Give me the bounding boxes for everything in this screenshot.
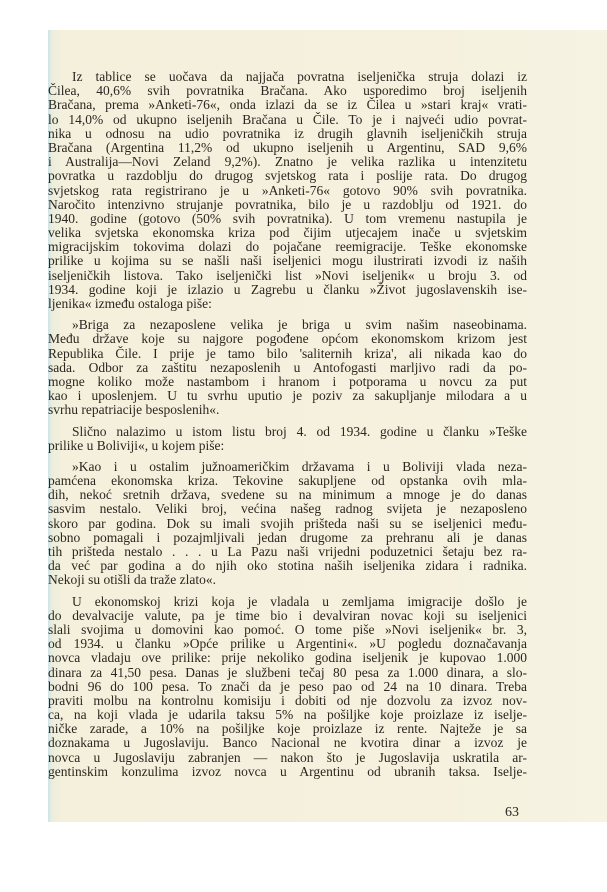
text-line: nika u odnosu na udio povratnika iz drugih glavnih iseljeničkih struja	[48, 125, 527, 141]
text-line: 1940. godine (gotovo (50% svih povratnika). U tom vremenu nastupila je	[48, 210, 527, 226]
text-line: sada. Odbor za zaštitu nezaposlenih u Antofogasti marljivo radi da po-	[48, 359, 527, 375]
text-line: Bračana, prema »Anketi-76«, onda izlazi da se iz Čilea u »stari kraj« vrati-	[48, 97, 527, 113]
text-line: mogne koliko može nastambom i hranom i potporama u novcu za put	[48, 373, 527, 389]
text-line: svjetskog rata registrirano je u »Anketi-76« gotovo 90% svih povratnika.	[48, 182, 527, 198]
text-line: 1934. godine koji je izlazio u Zagrebu u članku »Život jugoslavenskih ise-	[48, 281, 527, 297]
text-line: dih, nekoć sretnih država, svedene su na minimum a mnoge je do danas	[48, 487, 527, 503]
text-line: svrhu repatriacije besposlenih«.	[48, 402, 220, 418]
paragraph	[48, 460, 527, 588]
text-line: Nekoji su otišli da traže zlato«.	[48, 572, 216, 588]
text-line: slali svojima u domovini kao pomoć. O tome piše »Novi iseljenik« br. 3,	[48, 621, 527, 637]
text-line: povratka u razdoblju do drugog svjetskog rata i poslije rata. Do drugog	[48, 168, 527, 184]
text-line: gentinskim konzulima izvoz novca u Argentinu od ubranih taksa. Iselje-	[48, 763, 527, 779]
text-line: Republika Čile. I prije je tamo bilo 'saliternih kriza', ali nikada kao do	[48, 345, 527, 361]
text-line: sobno pomagali i pozajmljivali jedan drugome za prehranu ali je danas	[48, 529, 527, 545]
text-line: novca vladaju ove prilike: prije nekoliko godina iseljenik je kupovao 1.000	[48, 650, 527, 666]
text-line: lo 14,0% od ukupno iseljenih Bračana u Čile. To je i najveći udio povrat-	[48, 111, 527, 127]
text-line: Čilea, 40,6% svih povratnika Bračana. Ako usporedimo broj iseljenih	[48, 83, 527, 99]
text-line: doznakama u Jugoslaviju. Banco Nacional ne kvotira dinar a izvoz je	[48, 735, 527, 751]
text-line: od 1934. u članku »Opće prilike u Argentini«. »U pogledu doznačavanja	[48, 636, 527, 652]
text-line: dinara za 41,50 pesa. Danas je službeni tečaj 80 pesa za 1.000 dinara, a slo-	[48, 664, 527, 680]
paragraph	[48, 318, 527, 417]
text-line: U ekonomskoj krizi koja je vladala u zemljama imigracije došlo je	[72, 593, 527, 609]
text-line: »Kao i u ostalim južnoameričkim državama i u Boliviji vlada neza-	[72, 458, 527, 474]
paragraph	[48, 425, 527, 453]
paragraph	[48, 595, 527, 779]
page-number: 63	[505, 805, 519, 820]
text-line: velika svjetska ekonomska kriza pod čijim utjecajem inače u svjetskim	[48, 225, 527, 241]
text-line: do devalvacije valute, pa je time bio i devalviran novac koji su iseljenici	[48, 607, 527, 623]
text-line: prilike u kojima su se našli naši iseljenici mogu ilustrirati izvodi iz naših	[48, 253, 527, 269]
paragraph	[48, 70, 527, 311]
text-line: Bračana (Argentina 11,2% od ukupno iseljenih u Argentinu, SAD 9,6%	[48, 139, 527, 155]
text-line: praviti molbu na kontrolnu komisiju i dobiti od nje dozvolu za izvoz nov-	[48, 692, 527, 708]
text-line: skoro par godina. Dok su imali svojih prišteda naši su se iseljenici među-	[48, 515, 527, 531]
text-line: Slično nalazimo u istom listu broj 4. od 1934. godine u članku »Teške	[72, 423, 527, 439]
text-line: da već par godina a do njih oko stotina naših iseljenika zidara i radnika.	[48, 558, 527, 574]
text-line: ljenika« između ostaloga piše:	[48, 296, 212, 311]
text-line: bodni 96 do 100 pesa. To znači da je peso pao od 24 na 10 dinara. Treba	[48, 678, 527, 694]
text-line: ca, na koji vlada je udarila taksu 5% na pošiljke koje proizlaze iz iselje-	[48, 707, 527, 723]
page-body-text	[48, 70, 527, 786]
text-line: »Briga za nezaposlene velika je briga u svim našim naseobinama.	[72, 317, 527, 333]
text-line: iseljeničkih listova. Tako iseljenički list »Novi iseljenik« u broju 3. od	[48, 267, 527, 283]
text-line: migracijskim tokovima dolazi do pojačane reemigracije. Teške ekonomske	[48, 239, 527, 255]
text-line: Iz tablice se uočava da najjača povratna iseljenička struja dolazi iz	[72, 69, 527, 84]
text-line: Među države koje su najgore pogođene općom ekonomskom krizom jest	[48, 331, 527, 347]
text-line: pamćena ekonomska kriza. Tekovine sakupljene od opstanka ovih mla-	[48, 473, 527, 489]
text-line: Naročito intenzivno strujanje povratnika, bilo je u razdoblju od 1921. do	[48, 196, 527, 212]
text-line: prilike u Boliviji«, u kojem piše:	[48, 437, 225, 453]
text-line: kao i uposlenjem. U tu svrhu uputio je poziv za sakupljanje milodara a u	[48, 388, 527, 404]
text-line: tih prišteda nestalo . . . u La Pazu naši vrijedni poduzetnici šetaju bez ra-	[48, 544, 527, 559]
text-line: novca u Jugoslaviju zabranjen — nakon što je Jugoslavija uskratila ar-	[48, 749, 527, 765]
text-line: i Australija—Novi Zeland 9,2%). Znatno je velika razlika u intenzitetu	[48, 154, 527, 170]
text-line: sasvim nestalo. Veliki broj, većina našeg radnog svijeta je nezaposleno	[48, 501, 527, 517]
text-line: ničke zarade, a 10% na pošiljke koje proizlaze iz rente. Najteže je sa	[48, 721, 527, 737]
